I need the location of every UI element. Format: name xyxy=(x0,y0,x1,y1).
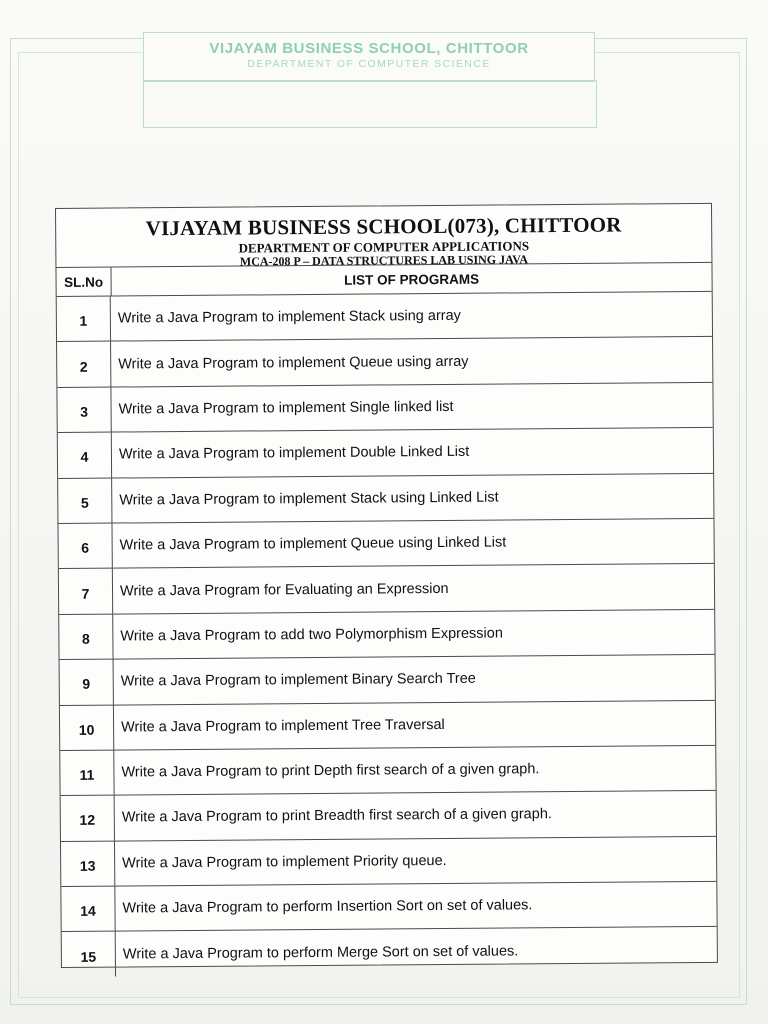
row-number: 2 xyxy=(57,342,111,387)
row-number: 6 xyxy=(58,524,112,569)
table-row xyxy=(62,927,717,977)
table-row xyxy=(59,564,714,615)
table-row xyxy=(60,700,715,751)
program-description: Write a Java Program to perform Insertion Sort on set of values. xyxy=(122,897,533,917)
table-row xyxy=(57,383,712,434)
row-number: 5 xyxy=(58,478,112,523)
table-row xyxy=(57,292,712,343)
column-header-slno: SL.No xyxy=(56,268,111,296)
program-description: Write a Java Program to implement Queue using array xyxy=(118,353,469,373)
row-number: 9 xyxy=(60,660,114,705)
program-description: Write a Java Program to implement Stack using Linked List xyxy=(119,489,499,509)
program-description: Write a Java Program for Evaluating an Expression xyxy=(119,580,449,600)
program-description: Write a Java Program to add two Polymorphism Expression xyxy=(120,625,503,645)
program-description: Write a Java Program to implement Priority queue. xyxy=(122,852,447,872)
table-row xyxy=(59,610,714,661)
row-number: 8 xyxy=(59,614,113,659)
row-number: 3 xyxy=(57,387,111,432)
table-row xyxy=(57,337,712,388)
program-rows xyxy=(57,292,717,977)
program-description: Write a Java Program to implement Binary Search Tree xyxy=(120,671,476,690)
program-description: Write a Java Program to implement Single linked list xyxy=(118,398,454,418)
table-row xyxy=(61,791,716,842)
program-description: Write a Java Program to implement Queue using Linked List xyxy=(119,534,507,554)
table-row xyxy=(60,746,715,797)
table-row xyxy=(58,519,713,570)
row-number: 15 xyxy=(62,932,116,977)
table-row xyxy=(60,655,715,706)
program-description: Write a Java Program to print Depth first search of a given graph. xyxy=(121,761,540,781)
letterhead-blank-box xyxy=(143,80,597,128)
row-number: 13 xyxy=(61,841,115,886)
table-heading xyxy=(56,204,711,268)
row-number: 7 xyxy=(59,569,113,614)
program-list-table xyxy=(55,203,718,968)
letterhead-box xyxy=(143,32,595,82)
row-number: 12 xyxy=(61,796,115,841)
table-row xyxy=(58,428,713,479)
row-number: 10 xyxy=(60,705,114,750)
row-number: 11 xyxy=(60,750,114,795)
program-description: Write a Java Program to perform Merge Sort on set of values. xyxy=(122,943,519,963)
school-title: VIJAYAM BUSINESS SCHOOL(073), CHITTOOR xyxy=(145,212,622,241)
letterhead-department: DEPARTMENT OF COMPUTER SCIENCE xyxy=(247,58,491,70)
row-number: 4 xyxy=(58,433,112,478)
table-row xyxy=(58,473,713,524)
program-description: Write a Java Program to implement Tree Traversal xyxy=(121,716,445,736)
row-number: 1 xyxy=(57,297,111,342)
program-description: Write a Java Program to print Breadth first search of a given graph. xyxy=(121,806,552,826)
table-row xyxy=(61,837,716,888)
table-row xyxy=(61,882,716,933)
department-title: DEPARTMENT OF COMPUTER APPLICATIONS xyxy=(238,238,530,256)
course-title: MCA-208 P – DATA STRUCTURES LAB USING JAVA xyxy=(239,252,529,269)
letterhead-school: VIJAYAM BUSINESS SCHOOL, CHITTOOR xyxy=(209,40,529,57)
column-header-programs: LIST OF PROGRAMS xyxy=(344,271,480,288)
row-number: 14 xyxy=(61,887,115,932)
program-description: Write a Java Program to implement Stack using array xyxy=(117,308,461,327)
program-description: Write a Java Program to implement Double Linked List xyxy=(118,444,470,463)
